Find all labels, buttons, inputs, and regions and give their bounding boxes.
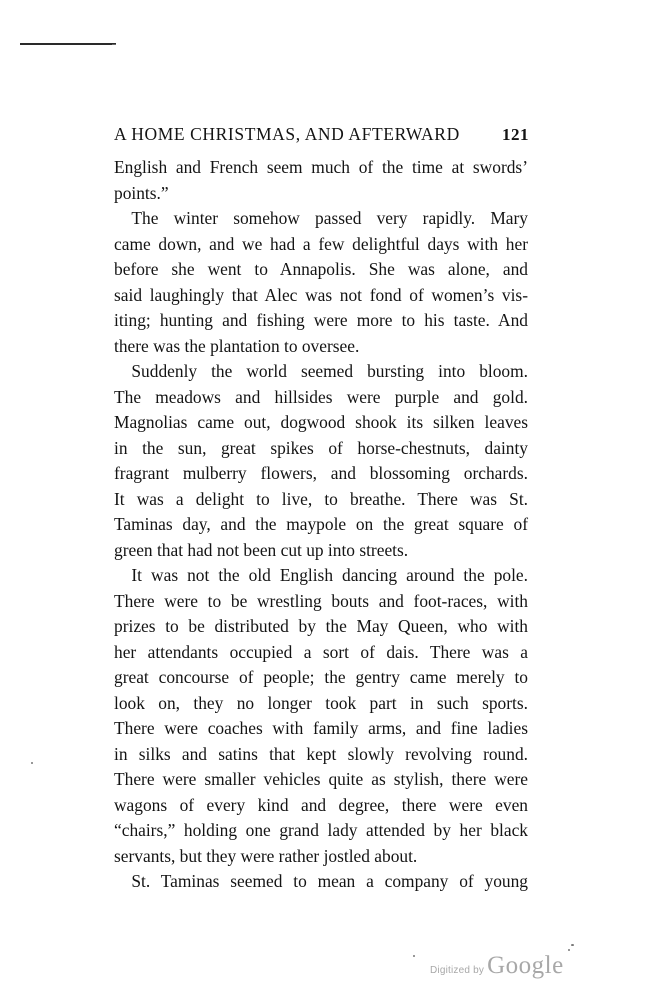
text-line: iting; hunting and fishing were more to his taste. And: [114, 310, 528, 330]
text-line: in silks and satins that kept slowly revolving round.: [114, 743, 528, 764]
paragraph-first-line: Suddenly the world seemed bursting into bloom.: [131, 361, 528, 381]
text-line: It was a delight to live, to breathe. There was St.: [114, 488, 528, 509]
text-line: Magnolias came out, dogwood shook its silken leaves: [114, 412, 528, 432]
running-title: A HOME CHRISTMAS, AND AFTERWARD: [114, 124, 460, 144]
top-margin-rule: [20, 43, 116, 45]
text-line: look on, they no longer took part in such sports.: [114, 692, 528, 713]
top-margin-rule-tail: [112, 44, 116, 45]
ink-speck: [571, 944, 574, 946]
text-line: her attendants occupied a sort of dais. There was a: [114, 641, 528, 662]
watermark-brand-logo: Google: [487, 952, 564, 979]
ink-speck: [31, 762, 33, 764]
text-line: points.”: [114, 182, 169, 203]
digitized-by-watermark: [430, 952, 564, 982]
text-line: came down, and we had a few delightful days with her: [114, 233, 528, 254]
paragraph-first-line: It was not the old English dancing around the pole.: [131, 565, 528, 585]
ink-speck: [568, 949, 570, 951]
text-line: green that had not been cut up into streets.: [114, 539, 409, 560]
running-head: [114, 124, 529, 148]
text-line: fragrant mulberry flowers, and blossoming orchards.: [114, 463, 528, 483]
text-line: said laughingly that Alec was not fond of women’s vis-: [114, 284, 528, 305]
text-line: There were smaller vehicles quite as stylish, there were: [114, 769, 528, 789]
text-line: before she went to Annapolis. She was alone, and: [114, 259, 528, 279]
watermark-prefix: Digitized by: [430, 965, 485, 976]
text-line: “chairs,” holding one grand lady attended by her black: [114, 820, 528, 840]
text-line: servants, but they were rather jostled about.: [114, 845, 418, 866]
ink-speck: [413, 955, 415, 957]
text-line: in the sun, great spikes of horse-chestnuts, dainty: [114, 437, 528, 458]
paragraph-first-line: St. Taminas seemed to mean a company of young: [131, 871, 528, 891]
text-line: wagons of every kind and degree, there were even: [114, 794, 528, 815]
text-line: There were to be wrestling bouts and foot-races, with: [114, 590, 528, 611]
text-line: The meadows and hillsides were purple and gold.: [114, 386, 528, 407]
text-line: great concourse of people; the gentry came merely to: [114, 667, 528, 687]
paragraph-first-line: The winter somehow passed very rapidly. Mary: [131, 208, 528, 228]
text-line: There were coaches with family arms, and fine ladies: [114, 718, 528, 738]
text-line: there was the plantation to oversee.: [114, 335, 360, 356]
text-line: prizes to be distributed by the May Queen, who with: [114, 616, 528, 636]
body-text: [114, 155, 528, 895]
page-number: 121: [502, 125, 529, 144]
text-line: Taminas day, and the maypole on the great square of: [114, 514, 528, 534]
text-line: English and French seem much of the time at swords’: [114, 157, 528, 177]
